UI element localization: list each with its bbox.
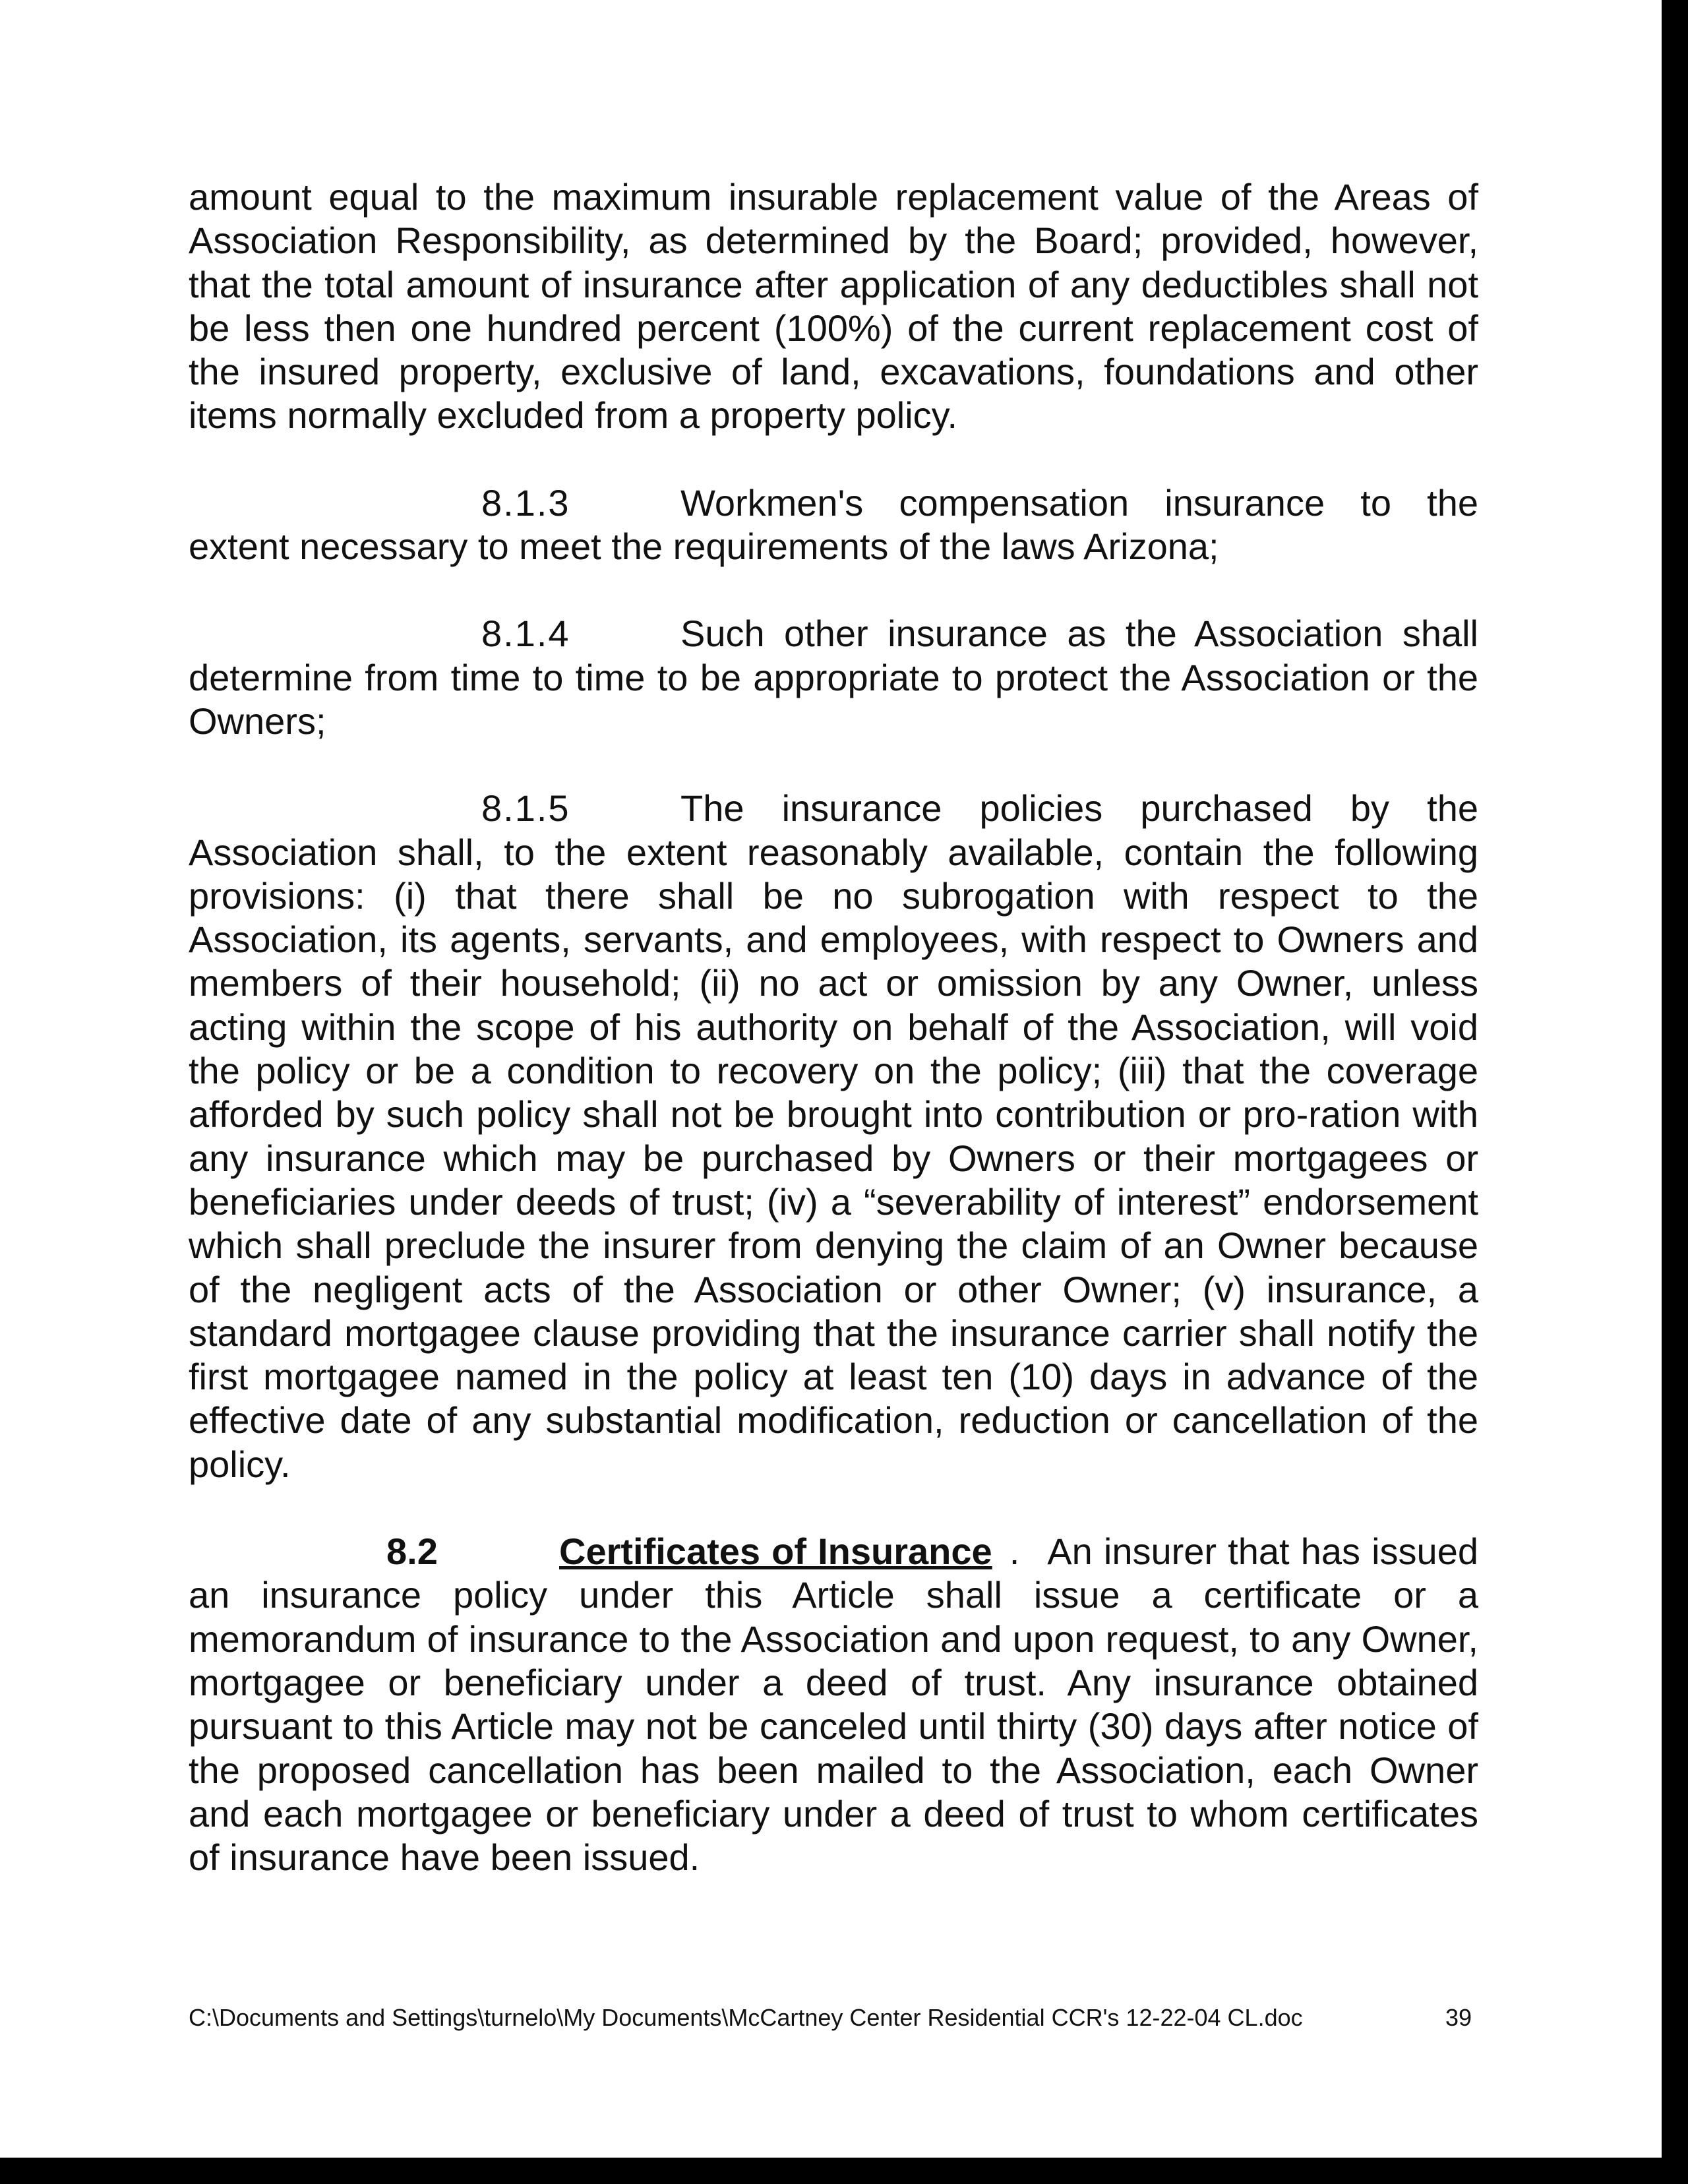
paragraph-8-1-4 <box>189 612 1478 743</box>
paragraph-text: amount equal to the maximum insurable replacement value of the Areas of Association Responsibility, as determined by the Board; provided, however, that the total amount of insurance after application of any deductibles shall not be less then one hundred percent (100%) of the current replacement cost of the insured property, exclusive of land, excavations, foundations and other items normally excluded from a property policy. <box>189 176 1478 437</box>
section-number: 8.1.4 <box>481 613 570 655</box>
paragraph-8-2 <box>189 1530 1478 1879</box>
paragraph-8-1-3 <box>189 481 1478 569</box>
scan-border-right <box>1662 0 1688 2184</box>
paragraph-text: An insurer that has issued an insurance policy under this Article shall issue a certificate or a memorandum of insurance to the Association and upon request, to any Owner, mortgagee or beneficiary under a deed of trust. Any insurance obtained pursuant to this Article may not be canceled until thirty (30) days after notice of the proposed cancellation has been mailed to the Association, each Owner and each mortgagee or beneficiary under a deed of trust to whom certificates of insurance have been issued. <box>189 1531 1478 1879</box>
section-number: 8.1.3 <box>481 481 570 524</box>
heading-period: . <box>1009 1531 1020 1573</box>
paragraph-8-1-5 <box>189 787 1478 1486</box>
paragraph-continuation <box>189 175 1478 438</box>
section-number: 8.2 <box>386 1531 438 1573</box>
section-number: 8.1.5 <box>481 787 570 830</box>
footer-file-path: C:\Documents and Settings\turnelo\My Documents\McCartney Center Residential CCR's 12-22-04 CL.doc <box>189 2004 1303 2031</box>
section-heading: Certificates of Insurance <box>559 1531 992 1573</box>
paragraph-text: Such other insurance as the Association shall determine from time to time to be appropriate to protect the Association or the Owners; <box>189 613 1478 742</box>
paragraph-text: The insurance policies purchased by the Association shall, to the extent reasonably available, contain the following provisions: (i) that there shall be no subrogation with respect to the Association, its agents, servants, and employees, with respect to Owners and members of their household; (ii) no act or omission by any Owner, unless acting within the scope of his authority on behalf of the Association, will void the policy or be a condition to recovery on the policy; (iii) that the coverage afforded by such policy shall not be brought into contribution or pro-ration with any insurance which may be purchased by Owners or their mortgagees or beneficiaries under deeds of trust; (iv) a “severability of interest” endorsement which shall preclude the insurer from denying the claim of an Owner because of the negligent acts of the Association or other Owner; (v) insurance, a standard mortgagee clause providing that the insurance carrier shall notify the first mortgagee named in the policy at least ten (10) days in advance of the effective date of any substantial modification, reduction or cancellation of the policy. <box>189 787 1478 1485</box>
scan-border-bottom <box>0 2158 1688 2184</box>
footer-page-number: 39 <box>1445 2004 1472 2031</box>
paragraph-text: Workmen's compensation insurance to the extent necessary to meet the requirements of the laws Arizona; <box>189 481 1478 568</box>
document-body <box>189 175 1478 1879</box>
